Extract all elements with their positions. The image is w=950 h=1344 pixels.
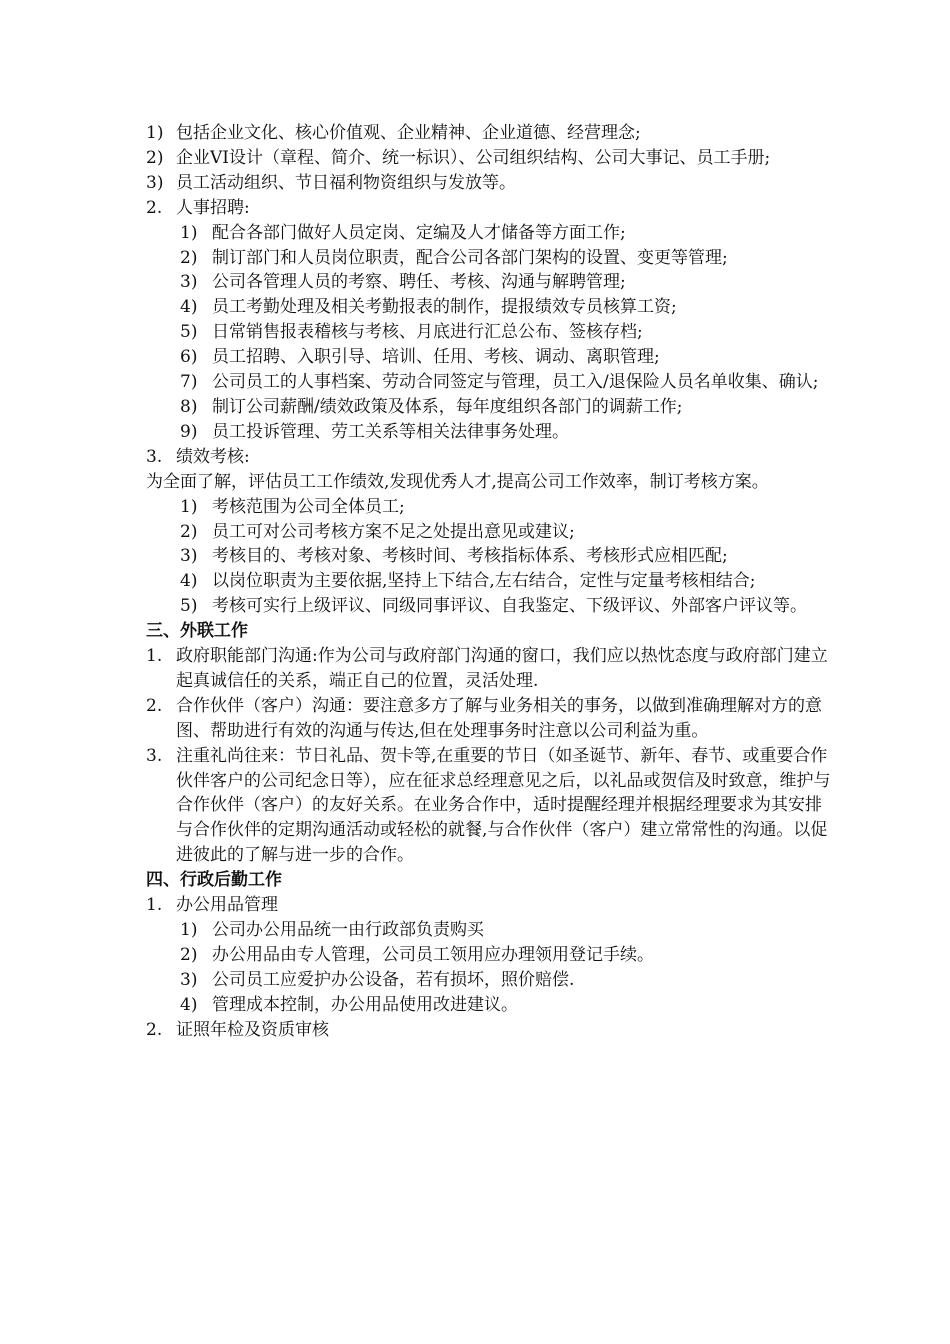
list-number: 2. — [146, 1019, 163, 1040]
sub-list-item — [146, 544, 836, 569]
list-item — [146, 1018, 836, 1043]
list-number: 1. — [146, 895, 163, 916]
list-text: 绩效考核: — [176, 446, 250, 467]
list-item — [146, 893, 836, 918]
list-text: 考核可实行上级评议、同级同事评议、自我鉴定、下级评议、外部客户评议等。 — [212, 596, 807, 617]
list-number: 2. — [146, 695, 163, 716]
list-number: 1) — [180, 496, 198, 517]
list-number: 9) — [180, 421, 198, 442]
list-text: 员工考勤处理及相关考勤报表的制作，提报绩效专员核算工资; — [212, 297, 677, 318]
sub-list-item — [146, 918, 836, 943]
list-number: 3) — [180, 272, 198, 293]
list-item — [146, 744, 836, 869]
list-text: 合作伙伴（客户）沟通：要注意多方了解与业务相关的事务，以做到准确理解对方的意图、帮助进行有效的沟通与传达,但在处理事务时注意以公司利益为重。 — [176, 695, 822, 741]
sub-list-item — [146, 395, 836, 420]
sub-list-item — [146, 295, 836, 320]
list-item — [146, 121, 836, 146]
list-number: 3. — [146, 745, 163, 766]
list-text: 考核目的、考核对象、考核时间、考核指标体系、考核形式应相匹配; — [212, 546, 728, 567]
list-number: 4) — [180, 297, 198, 318]
list-text: 企业VI设计（章程、简介、统一标识）、公司组织结构、公司大事记、员工手册; — [176, 147, 771, 168]
sub-list-item — [146, 943, 836, 968]
list-text: 员工可对公司考核方案不足之处提出意见或建议; — [212, 521, 575, 542]
list-number: 3) — [180, 969, 198, 990]
list-text: 配合各部门做好人员定岗、定编及人才储备等方面工作; — [212, 222, 626, 243]
list-text: 以岗位职责为主要依据,坚持上下结合,左右结合，定性与定量考核相结合; — [212, 571, 756, 592]
list-number: 2. — [146, 197, 163, 218]
list-number: 2) — [146, 147, 164, 168]
sub-list-item — [146, 246, 836, 271]
section-heading: 三、外联工作 — [146, 621, 248, 642]
list-text: 日常销售报表稽核与考核、月底进行汇总公布、签核存档; — [212, 322, 643, 343]
sub-list-item — [146, 968, 836, 993]
list-item — [146, 196, 836, 221]
document-body — [146, 121, 836, 1043]
section-heading: 四、行政后勤工作 — [146, 870, 282, 891]
list-number: 4) — [180, 571, 198, 592]
list-number: 4) — [180, 994, 198, 1015]
list-item — [146, 694, 836, 744]
sub-list-item — [146, 345, 836, 370]
list-number: 3) — [146, 172, 164, 193]
list-number: 5) — [180, 322, 198, 343]
list-item — [146, 171, 836, 196]
list-text: 管理成本控制，办公用品使用改进建议。 — [212, 994, 518, 1015]
list-text: 公司员工的人事档案、劳动合同签定与管理，员工入/退保险人员名单收集、确认; — [212, 372, 819, 393]
list-number: 3. — [146, 446, 163, 467]
list-text: 制订公司薪酬/绩效政策及体系，每年度组织各部门的调薪工作; — [212, 396, 683, 417]
list-number: 6) — [180, 347, 198, 368]
sub-list-item — [146, 270, 836, 295]
list-item — [146, 146, 836, 171]
list-text: 员工投诉管理、劳工关系等相关法律事务处理。 — [212, 421, 569, 442]
list-text: 考核范围为公司全体员工; — [212, 496, 405, 517]
list-number: 1) — [180, 222, 198, 243]
list-item — [146, 445, 836, 470]
list-text: 注重礼尚往来：节日礼品、贺卡等,在重要的节日（如圣诞节、新年、春节、或重要合作伙伴客户的公司纪念日等），应在征求总经理意见之后，以礼品或贺信及时致意，维护与合作伙伴（客户）的友好关系。在业务合作中，适时提醒经理并根据经理要求为其安排与合作伙伴的定期沟通活动或轻松的就餐,与合作伙伴（客户）建立常常性的沟通。以促进彼此的了解与进一步的合作。 — [176, 745, 831, 866]
list-text: 证照年检及资质审核 — [176, 1019, 329, 1040]
list-number: 5) — [180, 596, 198, 617]
list-number: 1. — [146, 646, 163, 667]
list-number: 1) — [146, 123, 164, 143]
paragraph: 为全面了解，评估员工工作绩效,发现优秀人才,提高公司工作效率，制订考核方案。 — [146, 471, 769, 492]
sub-list-item — [146, 993, 836, 1018]
sub-list-item — [146, 520, 836, 545]
list-text: 员工招聘、入职引导、培训、任用、考核、调动、离职管理; — [212, 347, 660, 368]
list-number: 8) — [180, 396, 198, 417]
list-text: 公司办公用品统一由行政部负责购买 — [212, 920, 484, 940]
list-number: 1) — [180, 920, 198, 940]
sub-list-item — [146, 594, 836, 619]
list-text: 制订部门和人员岗位职责，配合公司各部门架构的设置、变更等管理; — [212, 247, 728, 268]
sub-list-item — [146, 320, 836, 345]
list-text: 办公用品管理 — [176, 895, 278, 916]
list-number: 2) — [180, 944, 198, 965]
list-text: 办公用品由专人管理，公司员工领用应办理领用登记手续。 — [212, 944, 654, 965]
list-text: 员工活动组织、节日福利物资组织与发放等。 — [176, 172, 516, 193]
sub-list-item — [146, 495, 836, 520]
list-item — [146, 644, 836, 694]
sub-list-item — [146, 420, 836, 445]
list-number: 7) — [180, 372, 198, 393]
list-text: 政府职能部门沟通:作为公司与政府部门沟通的窗口，我们应以热忱态度与政府部门建立起真诚信任的关系，端正自己的位置，灵活处理. — [176, 646, 828, 691]
list-number: 3) — [180, 546, 198, 567]
list-text: 包括企业文化、核心价值观、企业精神、企业道德、经营理念; — [176, 123, 641, 143]
sub-list-item — [146, 221, 836, 246]
list-text: 人事招聘: — [176, 197, 250, 218]
list-text: 公司员工应爱护办公设备，若有损坏，照价赔偿. — [212, 969, 575, 990]
list-text: 公司各管理人员的考察、聘任、考核、沟通与解聘管理; — [212, 272, 626, 293]
list-number: 2) — [180, 247, 198, 268]
sub-list-item — [146, 569, 836, 594]
list-number: 2) — [180, 521, 198, 542]
sub-list-item — [146, 370, 836, 395]
